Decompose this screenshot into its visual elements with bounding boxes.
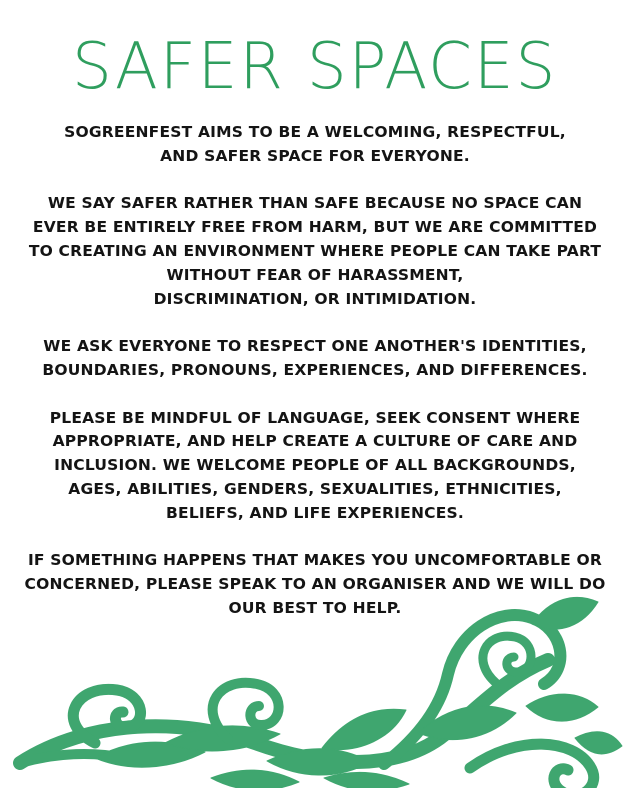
floral-flourish-icon <box>0 588 630 788</box>
text-line: AND SAFER SPACE FOR EVERYONE. <box>160 146 470 165</box>
text-line: IF SOMETHING HAPPENS THAT MAKES YOU UNCOMFORTABLE OR <box>27 551 603 570</box>
text-line: AGES, ABILITIES, GENDERS, SEXUALITIES, ETHNICITIES, <box>68 479 562 498</box>
text-line: BOUNDARIES, PRONOUNS, EXPERIENCES, AND DIFFERENCES. <box>42 360 588 379</box>
text-line: SOGREENFEST AIMS TO BE A WELCOMING, RESPECTFUL, <box>64 123 566 141</box>
text-line: WE SAY SAFER RATHER THAN SAFE BECAUSE NO SPACE CAN <box>47 194 583 213</box>
text-line: WITHOUT FEAR OF HARASSMENT, <box>166 265 464 284</box>
paragraph-safer-explanation <box>14 192 616 311</box>
text-line: DISCRIMINATION, OR INTIMIDATION. <box>153 289 477 308</box>
policy-text <box>14 121 616 645</box>
title-container <box>0 28 630 106</box>
paragraph-respect <box>14 335 616 383</box>
paragraph-inclusion <box>14 407 616 526</box>
text-line: TO CREATING AN ENVIRONMENT WHERE PEOPLE CAN TAKE PART <box>28 241 602 260</box>
text-line: CONCERNED, PLEASE SPEAK TO AN ORGANISER AND WE WILL DO <box>24 575 606 594</box>
text-line: INCLUSION. WE WELCOME PEOPLE OF ALL BACKGROUNDS, <box>54 456 576 475</box>
text-line: APPROPRIATE, AND HELP CREATE A CULTURE OF CARE AND <box>52 432 578 451</box>
paragraph-intro <box>14 121 616 169</box>
page-title: SAFER SPACES <box>72 30 558 104</box>
text-line: BELIEFS, AND LIFE EXPERIENCES. <box>166 503 464 522</box>
text-line: OUR BEST TO HELP. <box>228 598 402 617</box>
text-line: EVER BE ENTIRELY FREE FROM HARM, BUT WE ARE COMMITTED <box>32 218 598 237</box>
text-line: WE ASK EVERYONE TO RESPECT ONE ANOTHER'S IDENTITIES, <box>43 337 587 356</box>
text-line: PLEASE BE MINDFUL OF LANGUAGE, SEEK CONSENT WHERE <box>49 408 581 427</box>
